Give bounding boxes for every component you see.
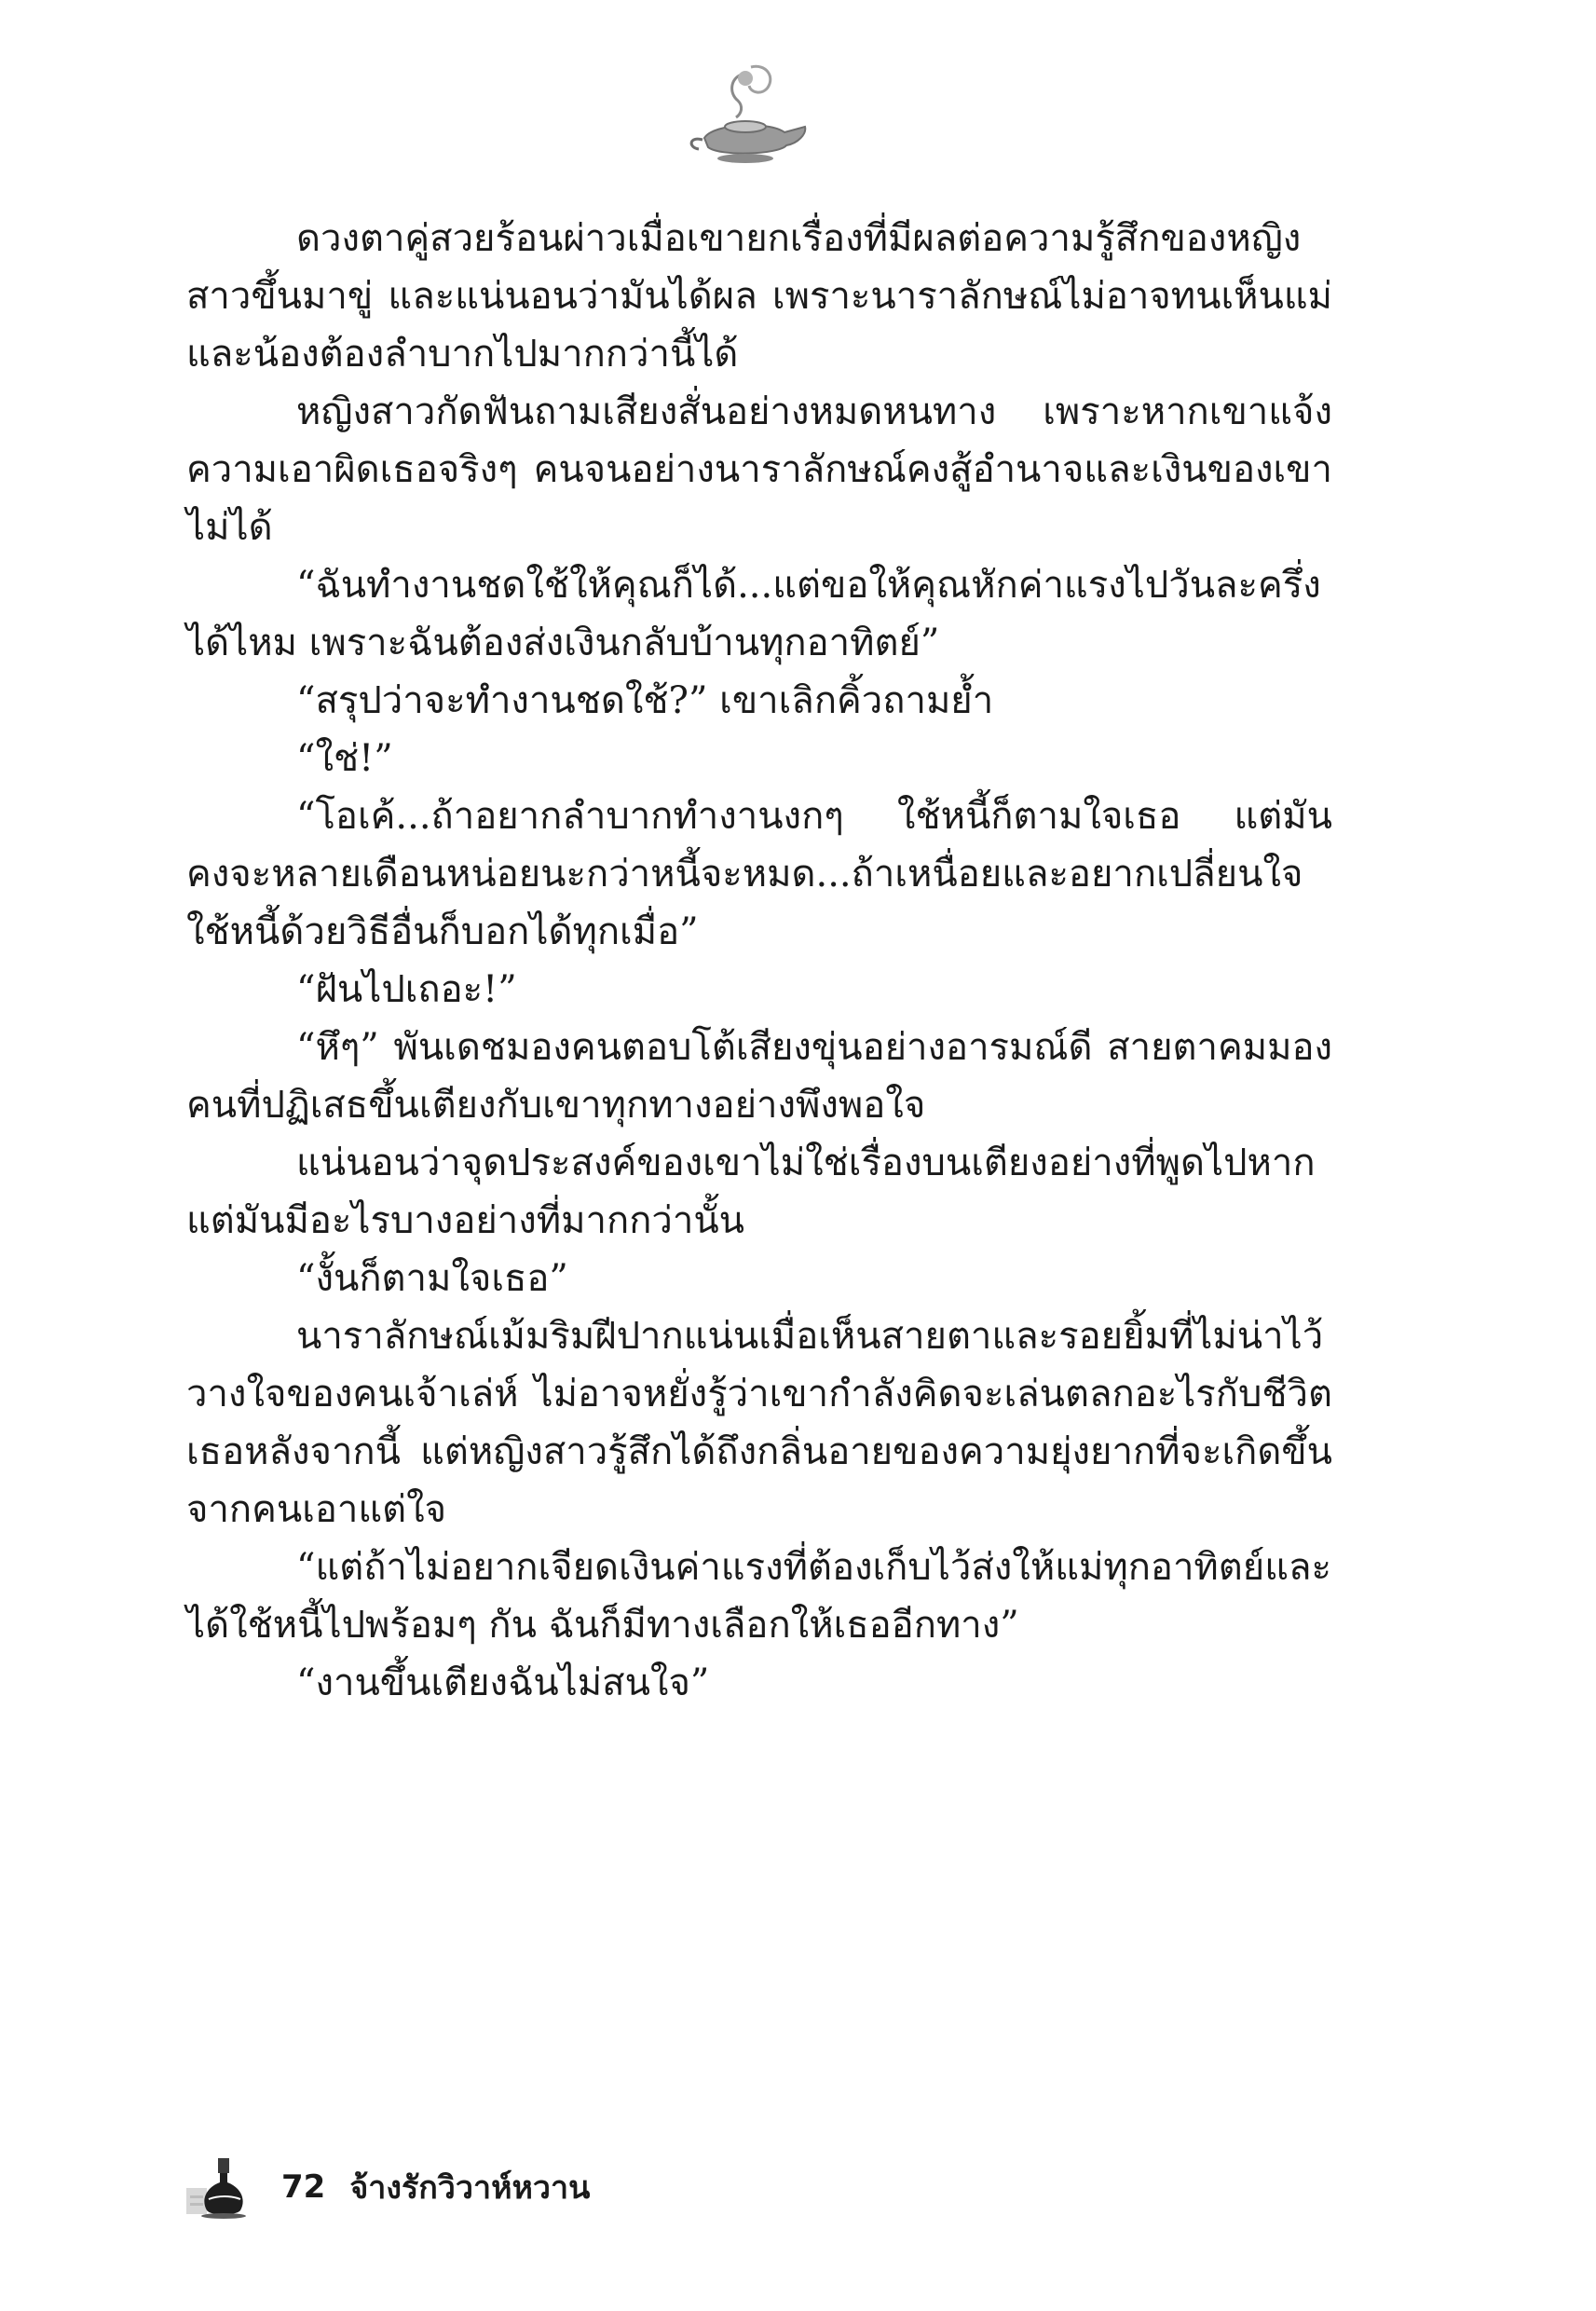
- paragraph: นาราลักษณ์เม้มริมฝีปากแน่นเมื่อเห็นสายตาและรอยยิ้มที่ไม่น่าไว้วางใจของคนเจ้าเล่ห์ ไม่อาจหยั่งรู้ว่าเขากำลังคิดจะเล่นตลกอะไรกับชีวิตเธอหลังจากนี้ แต่หญิงสาวรู้สึกได้ถึงกลิ่นอายของความยุ่งยากที่จะเกิดขึ้นจากคนเอาแต่ใจ: [186, 1315, 1332, 1531]
- paragraph: “งานขึ้นเตียงฉันไม่สนใจ”: [296, 1661, 710, 1704]
- page-number: 72: [281, 2168, 326, 2206]
- paragraph: หญิงสาวกัดฟันถามเสียงสั่นอย่างหมดหนทาง เพราะหากเขาแจ้งความเอาผิดเธอจริงๆ คนจนอย่างนาราลักษณ์คงสู้อำนาจและเงินของเขาไม่ได้: [186, 390, 1332, 549]
- body-text: [186, 210, 1332, 1712]
- genie-lamp-icon: [676, 58, 816, 170]
- paragraph: แน่นอนว่าจุดประสงค์ของเขาไม่ใช่เรื่องบนเตียงอย่างที่พูดไปหากแต่มันมีอะไรบางอย่างที่มากกว่านั้น: [186, 1142, 1316, 1242]
- paragraph: ดวงตาคู่สวยร้อนผ่าวเมื่อเขายกเรื่องที่มีผลต่อความรู้สึกของหญิงสาวขึ้นมาขู่ และแน่นอนว่ามันได้ผล เพราะนาราลักษณ์ไม่อาจทนเห็นแม่และน้องต้องลำบากไปมากกว่านี้ได้: [186, 217, 1332, 376]
- page-footer: [186, 2154, 590, 2220]
- paragraph: “สรุปว่าจะทำงานชดใช้?” เขาเลิกคิ้วถามย้ำ: [296, 679, 994, 722]
- bottle-icon: [186, 2154, 253, 2220]
- paragraph: “ฝันไปเถอะ!”: [296, 968, 517, 1011]
- paragraph: “ใช่!”: [296, 737, 393, 780]
- book-title: จ้างรักวิวาห์หวาน: [349, 2169, 591, 2207]
- paragraph: “แต่ถ้าไม่อยากเจียดเงินค่าแรงที่ต้องเก็บไว้ส่งให้แม่ทุกอาทิตย์และได้ใช้หนี้ไปพร้อมๆ กัน ฉันก็มีทางเลือกให้เธออีกทาง”: [186, 1546, 1331, 1647]
- paragraph: “โอเค้...ถ้าอยากลำบากทำงานงกๆ ใช้หนี้ก็ตามใจเธอ แต่มันคงจะหลายเดือนหน่อยนะกว่าหนี้จะหมด...ถ้าเหนื่อยและอยากเปลี่ยนใจใช้หนี้ด้วยวิธีอื่นก็บอกได้ทุกเมื่อ”: [186, 795, 1332, 953]
- paragraph: “งั้นก็ตามใจเธอ”: [296, 1257, 568, 1300]
- paragraph: “ฉันทำงานชดใช้ให้คุณก็ได้...แต่ขอให้คุณหักค่าแรงไปวันละครึ่งได้ไหม เพราะฉันต้องส่งเงินกลับบ้านทุกอาทิตย์”: [186, 564, 1321, 664]
- paragraph: “หึๆ” พันเดชมองคนตอบโต้เสียงขุ่นอย่างอารมณ์ดี สายตาคมมองคนที่ปฏิเสธขึ้นเตียงกับเขาทุกทางอย่างพึงพอใจ: [186, 1026, 1332, 1127]
